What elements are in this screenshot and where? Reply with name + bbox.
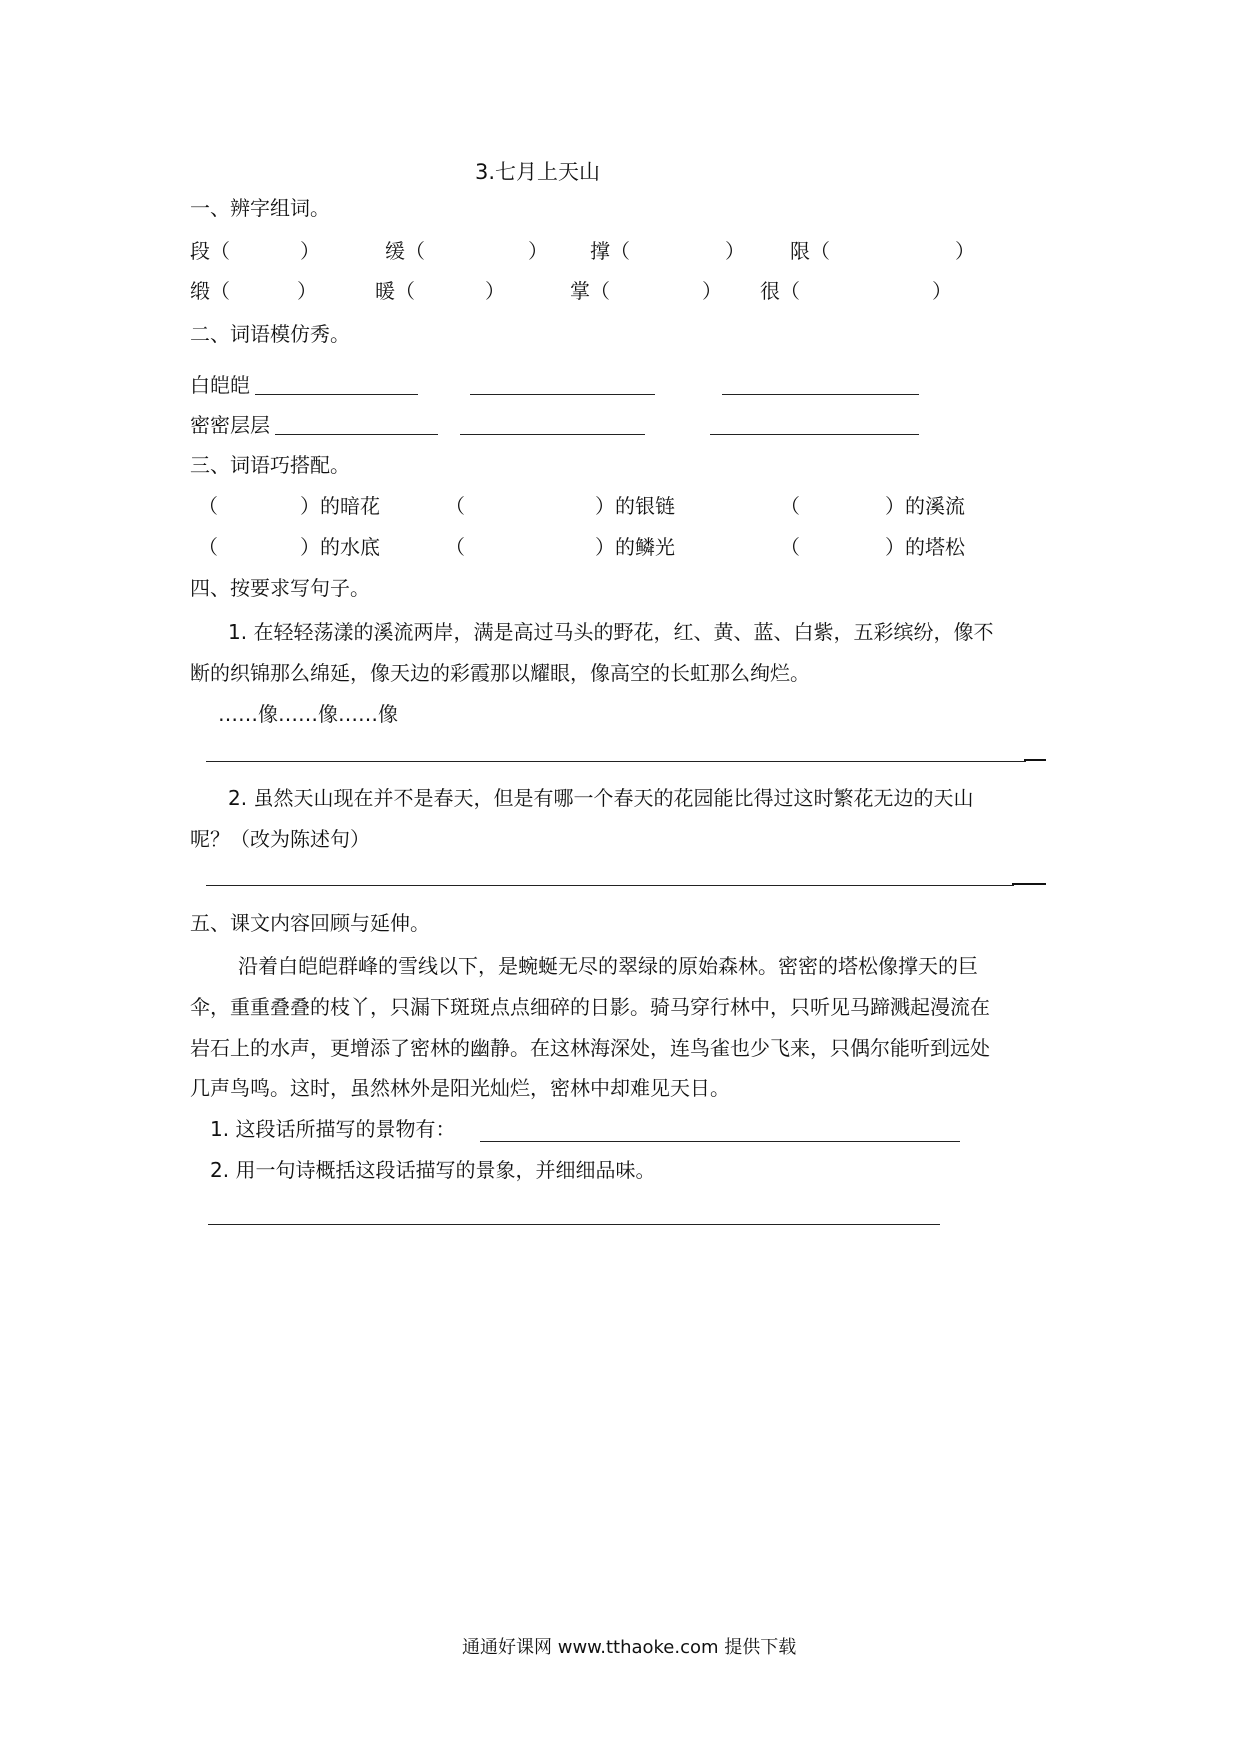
- word-bracket: ）: [297, 279, 317, 303]
- question-text: 2. 用一句诗概括这段话描写的景象，并细细品味。: [210, 1158, 656, 1182]
- open-bracket: （: [198, 535, 218, 559]
- word-bracket: ）: [300, 239, 320, 263]
- answer-line[interactable]: [722, 394, 919, 395]
- open-bracket: （: [445, 535, 465, 559]
- line-end-mark: [1024, 759, 1046, 761]
- answer-line[interactable]: [208, 1224, 940, 1225]
- match-phrase: ）的银链: [595, 494, 675, 518]
- word-char: 段（: [190, 239, 230, 263]
- match-phrase: ）的塔松: [885, 535, 965, 559]
- word-bracket: ）: [485, 279, 505, 303]
- word-bracket: ）: [702, 279, 722, 303]
- passage-line: 伞，重重叠叠的枝丫，只漏下斑斑点点细碎的日影。骑马穿行林中，只听见马蹄溅起漫流在: [190, 995, 990, 1019]
- question1-text: 断的织锦那么绵延，像天边的彩霞那以耀眼，像高空的长虹那么绚烂。: [190, 661, 810, 685]
- match-phrase: ）的溪流: [885, 494, 965, 518]
- sentence-pattern: ……像……像……像: [218, 702, 398, 726]
- answer-line[interactable]: [460, 434, 645, 435]
- word-bracket: ）: [725, 239, 745, 263]
- word-bracket: ）: [528, 239, 548, 263]
- answer-line[interactable]: [480, 1141, 960, 1142]
- word-char: 撑（: [590, 239, 630, 263]
- footer-credit: 通通好课网 www.tthaoke.com 提供下载: [462, 1637, 797, 1658]
- open-bracket: （: [445, 494, 465, 518]
- question2-text: 呢？（改为陈述句）: [190, 827, 370, 851]
- word-bracket: ）: [955, 239, 975, 263]
- open-bracket: （: [780, 535, 800, 559]
- passage-line: 岩石上的水声，更增添了密林的幽静。在这林海深处，连鸟雀也少飞来，只偶尔能听到远处: [190, 1036, 990, 1060]
- match-phrase: ）的鳞光: [595, 535, 675, 559]
- open-bracket: （: [198, 494, 218, 518]
- section5-heading: 五、课文内容回顾与延伸。: [190, 911, 430, 935]
- word-char: 掌（: [570, 279, 610, 303]
- word-char: 很（: [760, 279, 800, 303]
- answer-line[interactable]: [275, 434, 438, 435]
- section1-heading: 一、辨字组词。: [190, 196, 330, 220]
- example-word: 白皑皑: [190, 373, 250, 397]
- example-word: 密密层层: [190, 413, 270, 437]
- answer-line[interactable]: [710, 434, 919, 435]
- passage-line: 沿着白皑皑群峰的雪线以下，是蜿蜒无尽的翠绿的原始森林。密密的塔松像撑天的巨: [238, 954, 978, 978]
- word-char: 缓（: [385, 239, 425, 263]
- answer-line[interactable]: [206, 761, 1026, 762]
- word-bracket: ）: [932, 279, 952, 303]
- answer-line[interactable]: [255, 394, 418, 395]
- question2-text: 2. 虽然天山现在并不是春天，但是有哪一个春天的花园能比得过这时繁花无边的天山: [228, 786, 974, 810]
- line-end-mark: [1012, 883, 1046, 885]
- answer-line[interactable]: [206, 885, 1014, 886]
- match-phrase: ）的暗花: [300, 494, 380, 518]
- question-text: 1. 这段话所描写的景物有：: [210, 1117, 456, 1141]
- question1-text: 1. 在轻轻荡漾的溪流两岸，满是高过马头的野花，红、黄、蓝、白紫，五彩缤纷，像不: [228, 620, 994, 644]
- section3-heading: 三、词语巧搭配。: [190, 453, 350, 477]
- section2-heading: 二、词语模仿秀。: [190, 322, 350, 346]
- page-title: 3.七月上天山: [475, 160, 601, 184]
- answer-line[interactable]: [470, 394, 655, 395]
- word-char: 缎（: [190, 279, 230, 303]
- word-char: 暖（: [375, 279, 415, 303]
- open-bracket: （: [780, 494, 800, 518]
- section4-heading: 四、按要求写句子。: [190, 576, 370, 600]
- word-char: 限（: [790, 239, 830, 263]
- match-phrase: ）的水底: [300, 535, 380, 559]
- passage-line: 几声鸟鸣。这时，虽然林外是阳光灿烂，密林中却难见天日。: [190, 1076, 730, 1100]
